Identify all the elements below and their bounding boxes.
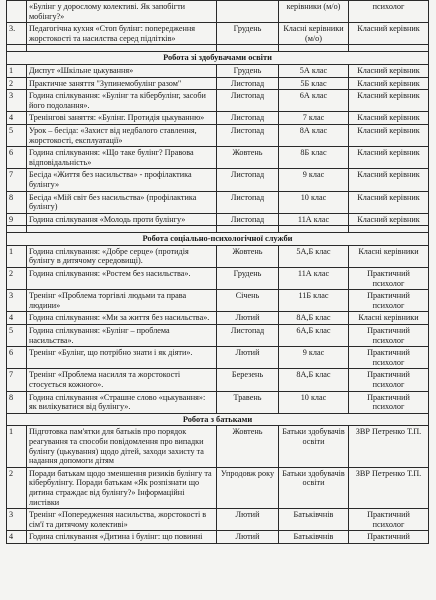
activity-audience: 10 клас xyxy=(279,391,349,413)
activity-responsible: Класний керівник xyxy=(349,112,429,125)
activity-responsible: Практичний психолог xyxy=(349,347,429,369)
activity-name: Година спілкування: «Ростем без насильства». xyxy=(27,268,217,290)
section-header-row xyxy=(7,52,429,65)
activity-date: Грудень xyxy=(217,268,279,290)
activity-date: Березень xyxy=(217,369,279,391)
table-row xyxy=(7,124,429,146)
plan-table xyxy=(6,0,429,544)
activity-audience: Батьківчнів xyxy=(279,531,349,544)
activity-audience: 9 клас xyxy=(279,169,349,191)
row-number: 1 xyxy=(7,64,27,77)
activity-date: Листопад xyxy=(217,77,279,90)
row-number: 2 xyxy=(7,467,27,508)
plan-table-body xyxy=(7,1,429,544)
activity-audience: керівники (м/о) xyxy=(279,1,349,23)
table-row xyxy=(7,391,429,413)
spacer-cell xyxy=(7,226,27,233)
row-number: 5 xyxy=(7,124,27,146)
spacer-cell xyxy=(279,226,349,233)
activity-audience: 8А,Б клас xyxy=(279,369,349,391)
table-row xyxy=(7,112,429,125)
table-row xyxy=(7,426,429,467)
activity-responsible: Класний керівник xyxy=(349,169,429,191)
activity-date: Лютий xyxy=(217,509,279,531)
row-number: 2 xyxy=(7,77,27,90)
activity-date: Листопад xyxy=(217,112,279,125)
spacer-cell xyxy=(27,45,217,52)
activity-audience: Батьки здобувачів освіти xyxy=(279,467,349,508)
activity-date: Грудень xyxy=(217,23,279,45)
activity-name: Година спілкування: «Булінг – проблема насильства». xyxy=(27,325,217,347)
spacer-row xyxy=(7,226,429,233)
activity-audience: 7 клас xyxy=(279,112,349,125)
activity-responsible: Практичний психолог xyxy=(349,325,429,347)
table-row xyxy=(7,509,429,531)
table-row xyxy=(7,147,429,169)
table-row xyxy=(7,268,429,290)
activity-responsible: Класний керівник xyxy=(349,124,429,146)
spacer-cell xyxy=(349,226,429,233)
activity-audience: 9 клас xyxy=(279,347,349,369)
activity-responsible: Класний керівник xyxy=(349,90,429,112)
row-number: 7 xyxy=(7,369,27,391)
activity-name: Диспут «Шкільне цькування» xyxy=(27,64,217,77)
activity-name: Педагогічна кухня «Стоп булінг: попередження жорстокості та насилства серед підлітків» xyxy=(27,23,217,45)
activity-responsible: ЗВР Петренко Т.П. xyxy=(349,426,429,467)
section-title: Робота зі здобувачами освіти xyxy=(7,52,429,65)
activity-responsible: Практичний психолог xyxy=(349,509,429,531)
activity-responsible: Класний керівник xyxy=(349,77,429,90)
spacer-row xyxy=(7,45,429,52)
spacer-cell xyxy=(27,226,217,233)
activity-name: Тренінгові заняття: «Булінг. Протидія цькуванню» xyxy=(27,112,217,125)
activity-audience: 6А клас xyxy=(279,90,349,112)
activity-name: Тренінг «Булінг, що потрібно знати і як діяти». xyxy=(27,347,217,369)
row-number xyxy=(7,1,27,23)
activity-name: Тренінг «Проблема насилля та жорстокості стосується кожного». xyxy=(27,369,217,391)
activity-name: Підготовка пам'ятки для батьків про порядок реагування та способи повідомлення про випадки булінгу (цькування) щодо дітей, заходи захисту та надання допомоги дітям xyxy=(27,426,217,467)
row-number: 3 xyxy=(7,90,27,112)
section-title: Робота соціально-психологічної служби xyxy=(7,233,429,246)
section-header-row xyxy=(7,413,429,426)
table-row xyxy=(7,191,429,213)
row-number: 7 xyxy=(7,169,27,191)
row-number: 1 xyxy=(7,245,27,267)
table-row xyxy=(7,169,429,191)
activity-audience: 5Б клас xyxy=(279,77,349,90)
activity-name: Година спілкування «Молодь проти булінгу» xyxy=(27,213,217,226)
activity-audience: 5А,Б клас xyxy=(279,245,349,267)
activity-name: Година спілкування: «Добре серце» (протидія булінгу в дитячому середовищі). xyxy=(27,245,217,267)
activity-audience: 11А клас xyxy=(279,213,349,226)
activity-audience: 8А,Б клас xyxy=(279,312,349,325)
activity-responsible: Практичний психолог xyxy=(349,268,429,290)
activity-name: Година спілкування: «Булінг та кібербулінг, засоби його подолання». xyxy=(27,90,217,112)
table-row xyxy=(7,23,429,45)
row-number: 6 xyxy=(7,147,27,169)
activity-responsible: Класні керівники xyxy=(349,312,429,325)
activity-responsible: Класний керівник xyxy=(349,64,429,77)
table-row xyxy=(7,290,429,312)
table-row xyxy=(7,347,429,369)
activity-responsible: Класні керівники xyxy=(349,245,429,267)
row-number: 4 xyxy=(7,531,27,544)
activity-date: Листопад xyxy=(217,191,279,213)
table-row xyxy=(7,312,429,325)
activity-date: Січень xyxy=(217,290,279,312)
row-number: 6 xyxy=(7,347,27,369)
spacer-cell xyxy=(349,45,429,52)
row-number: 3. xyxy=(7,23,27,45)
activity-name: Година спілкування: «Що таке булінг? Правова відповідальність» xyxy=(27,147,217,169)
table-row xyxy=(7,1,429,23)
row-number: 4 xyxy=(7,312,27,325)
activity-audience: 11Б клас xyxy=(279,290,349,312)
activity-date: Листопад xyxy=(217,124,279,146)
activity-audience: 5А клас xyxy=(279,64,349,77)
activity-audience: Класні керівники (м/о) xyxy=(279,23,349,45)
row-number: 8 xyxy=(7,191,27,213)
table-row xyxy=(7,467,429,508)
activity-name: Тренінг «Проблема торгівлі людьми та права людини» xyxy=(27,290,217,312)
activity-name: Година спілкування: «Ми за життя без насильства». xyxy=(27,312,217,325)
activity-date: Упродовж року xyxy=(217,467,279,508)
activity-date: Лютий xyxy=(217,312,279,325)
activity-date: Листопад xyxy=(217,325,279,347)
activity-date: Травень xyxy=(217,391,279,413)
row-number: 9 xyxy=(7,213,27,226)
activity-responsible: ЗВР Петренко Т.П. xyxy=(349,467,429,508)
activity-responsible: Класний керівник xyxy=(349,23,429,45)
activity-audience: 6А,Б клас xyxy=(279,325,349,347)
activity-name: Практичне заняття "Зупинемобулінг разом" xyxy=(27,77,217,90)
activity-date: Жовтень xyxy=(217,426,279,467)
row-number: 8 xyxy=(7,391,27,413)
activity-audience: 8А клас xyxy=(279,124,349,146)
activity-responsible: Класний керівник xyxy=(349,213,429,226)
activity-audience: Батьківчнів xyxy=(279,509,349,531)
activity-date: Лютий xyxy=(217,531,279,544)
table-row xyxy=(7,77,429,90)
spacer-cell xyxy=(217,45,279,52)
activity-date: Лютий xyxy=(217,347,279,369)
activity-date: Листопад xyxy=(217,169,279,191)
activity-date: Жовтень xyxy=(217,147,279,169)
table-row xyxy=(7,90,429,112)
activity-date: Листопад xyxy=(217,213,279,226)
activity-responsible: Практичний психолог xyxy=(349,290,429,312)
table-row xyxy=(7,325,429,347)
row-number: 3 xyxy=(7,290,27,312)
activity-date: Листопад xyxy=(217,90,279,112)
row-number: 1 xyxy=(7,426,27,467)
activity-responsible: Практичний xyxy=(349,531,429,544)
table-row xyxy=(7,213,429,226)
activity-audience: 10 клас xyxy=(279,191,349,213)
activity-name: Година спілкування «Страшне слово «цькування»: як вилікуватися від булінгу». xyxy=(27,391,217,413)
row-number: 2 xyxy=(7,268,27,290)
activity-date: Грудень xyxy=(217,64,279,77)
row-number: 3 xyxy=(7,509,27,531)
spacer-cell xyxy=(279,45,349,52)
table-row xyxy=(7,245,429,267)
activity-name: Бесіда «Життя без насильства» - профілактика булінгу» xyxy=(27,169,217,191)
activity-name: Година спілкування «Дитина і булінг: що повинні xyxy=(27,531,217,544)
table-row xyxy=(7,531,429,544)
activity-responsible: Класний керівник xyxy=(349,147,429,169)
activity-date: Жовтень xyxy=(217,245,279,267)
activity-audience: 11А клас xyxy=(279,268,349,290)
activity-name: Поради батькам щодо зменшення ризиків булінгу та кібербулінгу. Поради батькам «Як розпізнати що дитина страждає від булінгу?» Інформаційні листівки xyxy=(27,467,217,508)
activity-responsible: Практичний психолог xyxy=(349,369,429,391)
activity-responsible: Практичний психолог xyxy=(349,391,429,413)
activity-name: «Булінг у дорослому колективі. Як запобігти мобінгу?» xyxy=(27,1,217,23)
section-header-row xyxy=(7,233,429,246)
activity-audience: 8Б клас xyxy=(279,147,349,169)
activity-audience: Батьки здобувачів освіти xyxy=(279,426,349,467)
table-row xyxy=(7,64,429,77)
activity-name: Урок – бесіда: «Захист від недбалого ставлення, жорстокості, експлуатації» xyxy=(27,124,217,146)
table-row xyxy=(7,369,429,391)
spacer-cell xyxy=(217,226,279,233)
activity-responsible: Класний керівник xyxy=(349,191,429,213)
section-title: Робота з батьками xyxy=(7,413,429,426)
activity-date xyxy=(217,1,279,23)
activity-name: Бесіда «Мій світ без насильства» (профілактика булінгу) xyxy=(27,191,217,213)
row-number: 5 xyxy=(7,325,27,347)
activity-name: Тренінг «Попередження насильства, жорстокості в сім'ї та дитячому колективі» xyxy=(27,509,217,531)
spacer-cell xyxy=(7,45,27,52)
activity-responsible: психолог xyxy=(349,1,429,23)
row-number: 4 xyxy=(7,112,27,125)
